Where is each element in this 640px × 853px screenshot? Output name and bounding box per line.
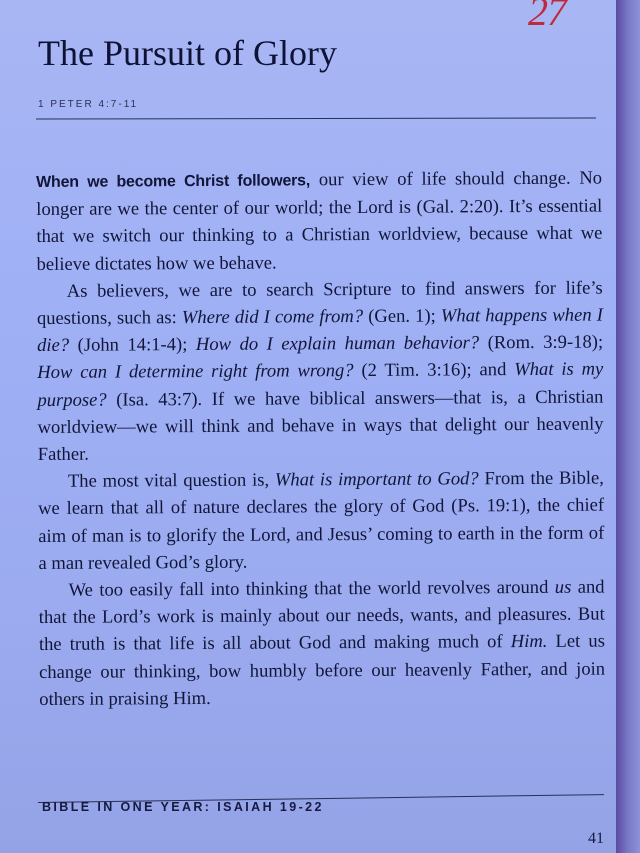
paragraph-1 (36, 165, 603, 278)
day-number: 27 (528, 0, 566, 34)
question-italic: What happens when I die? (37, 304, 603, 357)
paragraph-text: our view of life should change. No longer are we the center of our world; the Lord is (Gal. 2:20). It’s essential that we switch our thinking to a Christian worldview, because what we believe dictates how we behave. (36, 167, 603, 275)
devotional-body (36, 165, 605, 714)
page-title: The Pursuit of Glory (38, 33, 337, 73)
paragraph-4 (38, 574, 605, 713)
paragraph-text: (Rom. 3:9-18); (479, 331, 604, 354)
paragraph-text: (John 14:1-4); (69, 334, 196, 357)
paragraph-text: (Gen. 1); (363, 305, 441, 328)
question-italic: How do I explain human behavior? (195, 332, 480, 356)
emphasis-italic: Him. (510, 631, 548, 653)
paragraph-text: (Isa. 43:7). If we have biblical answers—that is, a Christian worldview—we will think and behave in ways that delight our heavenly Father. (37, 386, 604, 466)
bible-in-one-year: BIBLE IN ONE YEAR: ISAIAH 19-22 (42, 800, 324, 814)
lead-in: When we become Christ followers, (36, 172, 311, 191)
emphasis-italic: us (554, 576, 572, 598)
scripture-reference: 1 PETER 4:7-11 (38, 99, 139, 110)
page-edge (616, 0, 640, 853)
page-number: 41 (588, 830, 604, 847)
paragraph-text: As believers, we are to search Scripture to find answers for life’s questions, such as: (36, 277, 603, 330)
paragraph-text: From the Bible, we learn that all of nature declares the glory of God (Ps. 19:1), the chief aim of man is to glorify the Lord, and Jesus’ coming to earth in the form of a man revealed God’s glory. (38, 467, 605, 574)
paragraph-text: The most vital question is, (67, 469, 275, 493)
paragraph-2 (37, 274, 604, 468)
paragraph-text: (2 Tim. 3:16); and (353, 359, 515, 382)
question-italic: What is my purpose? (37, 358, 604, 411)
paragraph-3 (38, 465, 605, 577)
question-italic: How can I determine right from wrong? (37, 360, 354, 384)
paragraph-text: Let us change our thinking, bow humbly before our heavenly Father, and join others in praising Him. (39, 630, 606, 710)
top-divider (36, 118, 596, 120)
paragraph-text: and that the Lord’s work is mainly about our needs, wants, and pleasures. But the truth is that life is all about God and making much of (38, 576, 605, 656)
paragraph-text: We too easily fall into thinking that the world revolves around (68, 576, 555, 601)
question-italic: What is important to God? (274, 468, 479, 491)
question-italic: Where did I come from? (181, 306, 364, 329)
